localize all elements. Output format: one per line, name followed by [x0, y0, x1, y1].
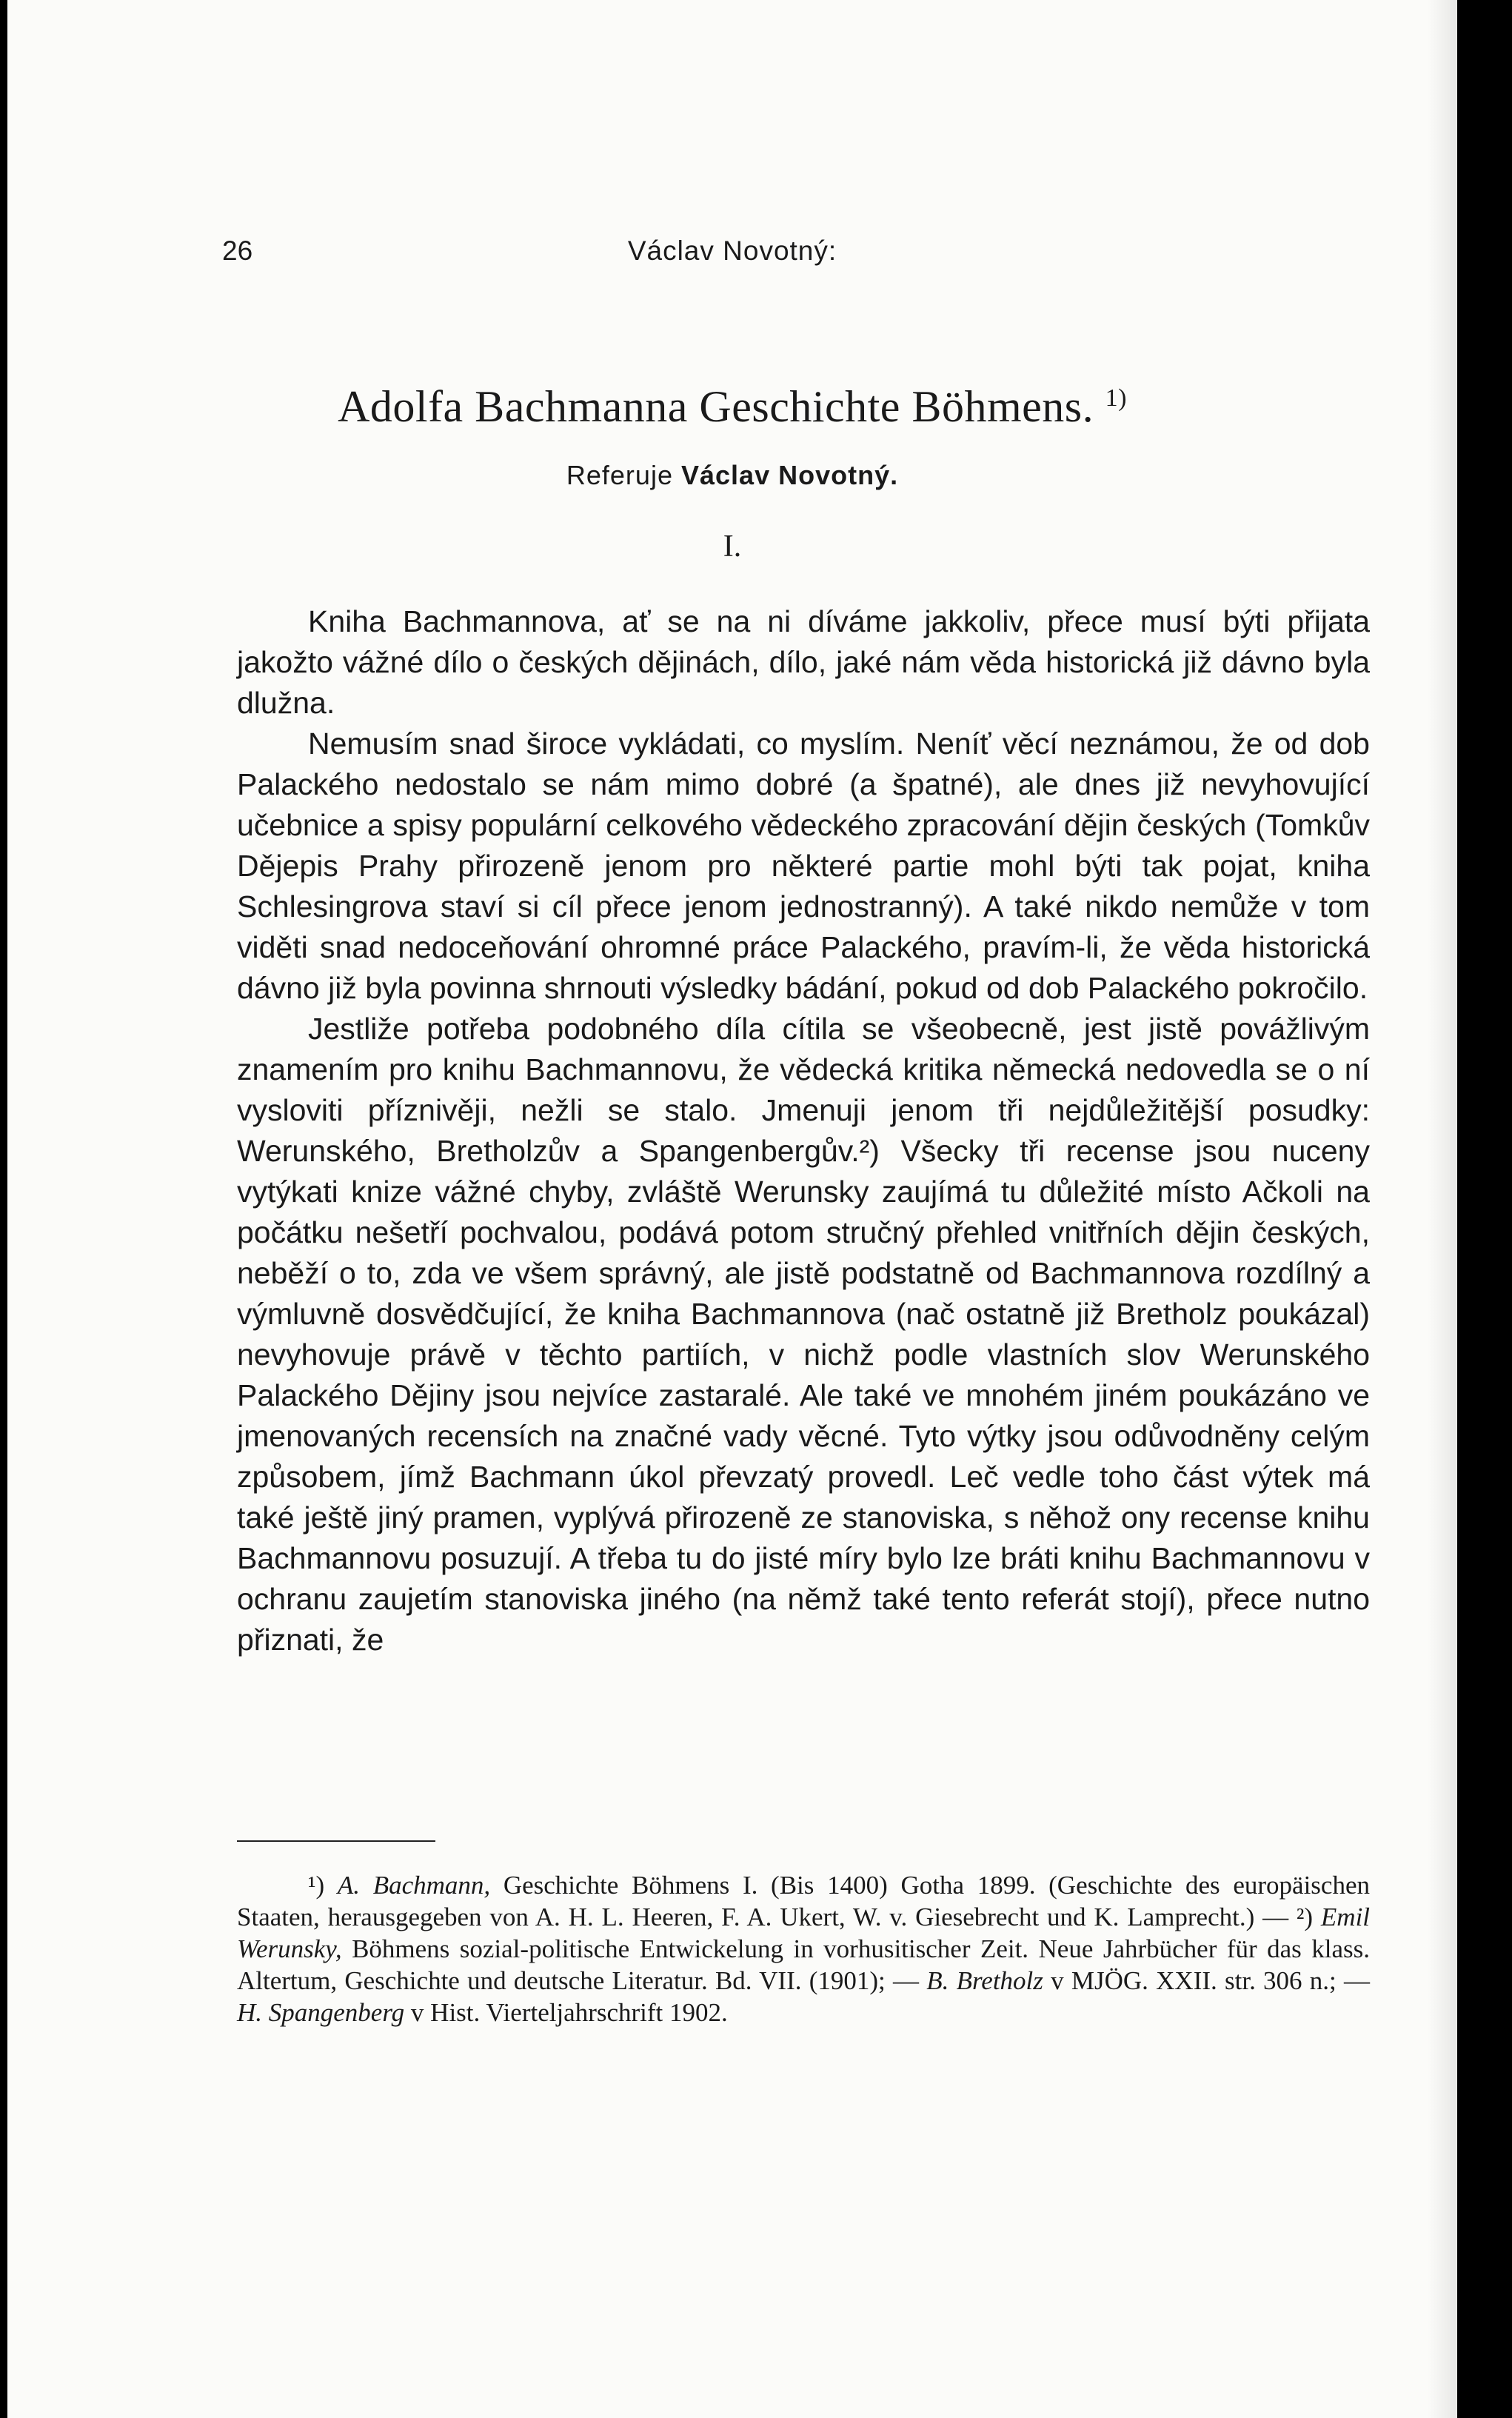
- footnote-author: B. Bretholz: [926, 1966, 1043, 1995]
- footnote-text: v Hist. Vierteljahrschrift 1902.: [410, 1998, 728, 2027]
- byline-author: Václav Novotný.: [680, 460, 899, 490]
- footnotes: [237, 1869, 1370, 2028]
- section-numeral: I.: [723, 530, 742, 564]
- paragraph: Nemusím snad široce vykládati, co myslím. Neníť věcí neznámou, že od dob Palackého nedostalo se nám mimo dobré (a špatné), ale dnes již nevyhovující učebnice a spisy populární celkového vědeckého zpracování dějin českých (Tomkův Dějepis Prahy přirozeně jenom pro některé partie mohl býti tak pojat, kniha Schlesingrova staví si cíl přece jenom jednostranný). A také nikdo nemůže v tom viděti snad nedoceňování ohromné práce Palackého, pravím-li, že věda historická dávno již byla povinna shrnouti výsledky bádání, pokud od dob Palackého pokročilo.: [237, 727, 1370, 1005]
- footnote-author: A. Bachmann,: [337, 1871, 491, 1900]
- footnote-author: H. Spangenberg: [237, 1998, 405, 2027]
- footnote-mark: ¹): [308, 1871, 325, 1900]
- article-title-text: Adolfa Bachmanna Geschichte Böhmens.: [338, 382, 1094, 431]
- page-edge-shadow: [1428, 0, 1457, 2418]
- footnote-mark: ²): [1296, 1903, 1314, 1931]
- footnote-text: Böhmens sozial-politische Entwickelung in vorhusitischer Zeit. Neue Jahrbücher für das klass. Altertum, Geschichte und deutsche Literatur. Bd. VII. (1901); —: [237, 1934, 1370, 1995]
- paragraph: Jestliže potřeba podobného díla cítila se všeobecně, jest jistě povážlivým znamením pro knihu Bachmannovu, že vědecká kritika německá nedovedla se o ní vysloviti příznivěji, nežli se stalo. Jmenuji jenom tři nejdůležitější posudky: Werunského, Bretholzův a Spangenbergův.²) Všecky tři recense jsou nuceny vytýkati knize vážné chyby, zvláště Werunsky zaujímá tu důležité místo Ačkoli na počátku nešetří pochvalou, podává potom stručný přehled vnitřních dějin českých, neběží o to, zda ve všem správný, ale jistě podstatně od Bachmannova rozdílný a výmluvně dosvědčující, že kniha Bachmannova (nač ostatně již Bretholz poukázal) nevyhovuje právě v těchto partiích, v nichž podle vlastních slov Werunského Palackého Dějiny jsou nejvíce zastaralé. Ale také ve mnohém jiném poukázáno ve jmenovaných recensích na značné vady věcné. Tyto výtky jsou odůvodněny celým způsobem, jímž Bachmann úkol převzatý provedl. Leč vedle toho část výtek má také ještě jiný pramen, vyplývá přirozeně ze stanoviska, s něhož ony recense knihu Bachmannovu posuzují. A třeba tu do jisté míry bylo lze bráti knihu Bachmannovu v ochranu zaujetím stanoviska jiného (na němž také tento referát stojí), přece nutno přiznati, že: [237, 1012, 1370, 1657]
- footnote-block: [237, 1869, 1370, 2028]
- article-title: [7, 381, 1457, 432]
- footnote-text: v MJÖG. XXII. str. 306 n.; —: [1051, 1966, 1370, 1995]
- footnote-text: Geschichte Böhmens I. (Bis 1400) Gotha 1899. (Geschichte des europäischen Staaten, herausgegeben von A. H. L. Heeren, F. A. Ukert, W. v. Giesebrecht und K. Lamprecht.) —: [237, 1871, 1370, 1931]
- byline-prefix: Referuje: [566, 460, 673, 490]
- body-text: [237, 601, 1370, 1660]
- page-number: 26: [222, 236, 253, 266]
- book-page: [7, 0, 1457, 2418]
- footnote-divider: [237, 1840, 435, 1842]
- running-head: [7, 236, 1457, 280]
- paragraph: Kniha Bachmannova, ať se na ni díváme jakkoliv, přece musí býti přijata jakožto vážné dílo o českých dějinách, dílo, jaké nám věda historická již dávno byla dlužna.: [237, 604, 1370, 720]
- byline: [7, 460, 1457, 491]
- title-footnote-mark: 1): [1105, 384, 1127, 412]
- running-title: Václav Novotný:: [627, 236, 837, 266]
- footnote-author: Emil Werunsky,: [237, 1903, 1371, 1963]
